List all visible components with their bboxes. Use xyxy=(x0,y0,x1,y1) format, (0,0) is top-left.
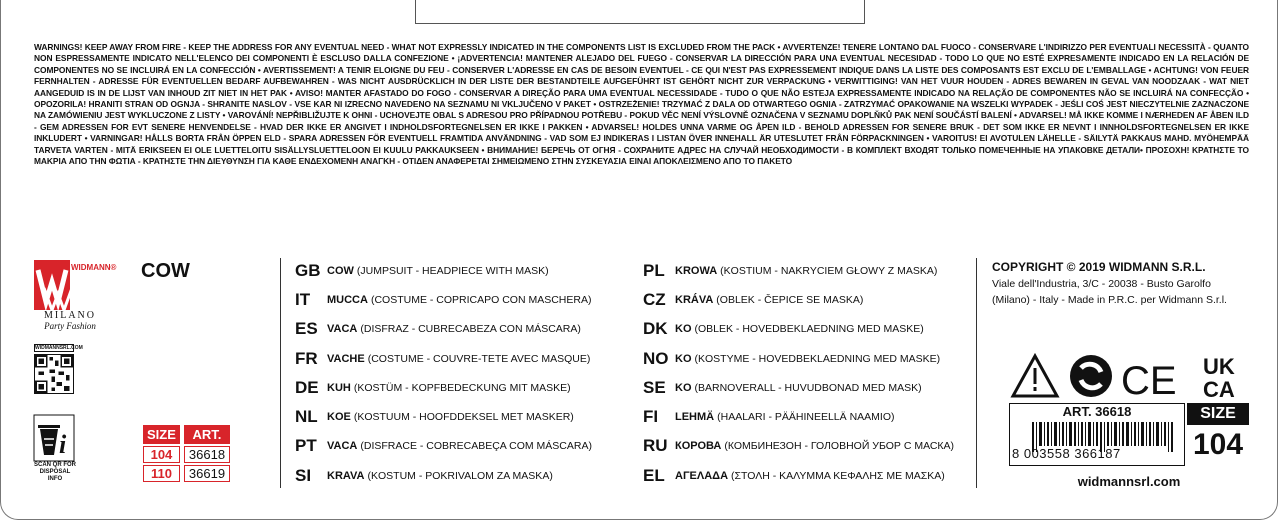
size-box-value: 104 xyxy=(1192,428,1244,461)
lang-code: SE xyxy=(643,377,666,397)
address-line: Viale dell'Industria, 3/C - 20038 - Busto Garolfo xyxy=(992,278,1211,290)
art-header: ART. xyxy=(184,425,230,444)
size-box xyxy=(1187,403,1249,466)
lang-name: ΑΓΕΛΑΔΑ xyxy=(675,469,729,482)
lang-desc: (COSTUME - COUVRE-TETE AVEC MASQUE) xyxy=(367,352,591,365)
list-item xyxy=(295,432,592,461)
lang-name: LEHMÄ xyxy=(675,411,715,424)
qr-code-icon[interactable] xyxy=(34,354,74,394)
compliance-symbols xyxy=(1011,352,1251,403)
lang-name: VACA xyxy=(327,440,358,453)
size-box-label: SIZE xyxy=(1187,403,1249,425)
size-cell: 104 xyxy=(143,446,180,463)
lang-desc: (DISFRACE - COBRECABEÇA COM MÁSCARA) xyxy=(360,440,592,453)
lang-code: GB xyxy=(295,260,321,280)
ukca-top: UK xyxy=(1203,354,1235,379)
lang-desc: (KOSTIUM - NAKRYCIEM GŁOWY Z MASKA) xyxy=(720,264,938,277)
lang-code: SI xyxy=(295,465,312,485)
list-item xyxy=(295,402,592,431)
logo-badge: WIDMANN® xyxy=(71,263,117,272)
product-title: COW xyxy=(141,260,190,282)
list-item xyxy=(643,344,954,373)
lang-code: NO xyxy=(643,348,669,368)
art-cell: 36619 xyxy=(184,465,230,482)
address-line: (Milano) - Italy - Made in P.R.C. per Widmann S.r.l. xyxy=(992,294,1227,306)
lang-code: NL xyxy=(295,407,318,427)
lang-code: FI xyxy=(643,407,659,427)
list-item xyxy=(295,315,592,344)
warning-triangle-icon xyxy=(1013,356,1057,396)
list-item xyxy=(643,373,954,402)
lang-code: EL xyxy=(643,465,665,485)
lang-code: PL xyxy=(643,260,665,280)
lang-desc: (OBLEK - ČEPICE SE MASKA) xyxy=(716,293,864,306)
language-list-left xyxy=(295,256,592,490)
lang-name: KRÁVA xyxy=(675,293,714,306)
lang-desc: (KOSTUM - POKRIVALOM ZA MASKA) xyxy=(367,469,553,482)
lang-desc: (JUMPSUIT - HEADPIECE WITH MASK) xyxy=(356,264,549,277)
table-row xyxy=(143,446,230,463)
size-cell: 110 xyxy=(143,465,180,482)
disposal-info-icon xyxy=(34,415,74,461)
lang-code: IT xyxy=(295,289,311,309)
size-header: SIZE xyxy=(143,425,180,444)
lang-desc: (HAALARI - PÄÄHINEELLÄ NAAMIO) xyxy=(717,411,895,424)
lang-code: FR xyxy=(295,348,318,368)
logo-tagline: Party Fashion xyxy=(44,321,96,331)
qr-block xyxy=(34,344,83,399)
lang-name: MUCCA xyxy=(327,293,368,306)
list-item xyxy=(643,256,954,285)
lang-desc: (ΣΤΟΛΗ - ΚΑΛΥΜΜΑ ΚΕΦΑΛΗΣ ΜΕ ΜΑΣΚΑ) xyxy=(731,469,945,482)
list-item xyxy=(643,402,954,431)
lang-name: KO xyxy=(675,352,692,365)
lang-code: PT xyxy=(295,436,317,456)
list-item xyxy=(295,344,592,373)
ce-mark-icon: CE xyxy=(1121,359,1177,403)
article-label: ART. 36618 xyxy=(1062,404,1132,419)
lang-desc: (BARNOVERALL - HUVUDBONAD MED MASK) xyxy=(694,381,922,394)
list-item xyxy=(295,285,592,314)
lang-desc: (COSTUME - COPRICAPO CON MASCHERA) xyxy=(370,293,592,306)
divider-left xyxy=(280,258,281,488)
barcode-digits: 8 003558 366187 xyxy=(1012,446,1121,461)
ukca-bottom: CA xyxy=(1203,377,1235,402)
svg-text:i: i xyxy=(59,430,67,459)
lang-name: KOE xyxy=(327,411,351,424)
divider-right xyxy=(976,258,977,488)
lang-name: KROWA xyxy=(675,264,718,277)
size-table xyxy=(139,423,234,484)
qr-site-label: WIDMANNSRL.COM xyxy=(35,345,83,351)
scan-qr-label: SCAN QR FOR DISPOSAL INFO xyxy=(34,462,76,482)
copyright-heading: COPYRIGHT © 2019 WIDMANN S.R.L. xyxy=(992,260,1206,274)
list-item xyxy=(295,256,592,285)
recycle-green-dot-icon xyxy=(1070,355,1112,397)
lang-desc: (OBLEK - HOVEDBEKLAEDNING MED MASKE) xyxy=(694,323,924,336)
lang-code: DE xyxy=(295,377,319,397)
lang-name: KO xyxy=(675,323,692,336)
lang-desc: (KOSTÜM - KOPFBEDECKUNG MIT MASKE) xyxy=(353,381,571,394)
article-box xyxy=(1009,403,1185,466)
copyright-address xyxy=(992,276,1250,308)
logo-city: MILANO xyxy=(44,310,96,321)
lang-code: CZ xyxy=(643,289,666,309)
lang-name: VACA xyxy=(327,323,358,336)
lang-desc: (DISFRAZ - CUBRECABEZA CON MÁSCARA) xyxy=(360,323,581,336)
lang-name: COW xyxy=(327,264,354,277)
table-row xyxy=(143,465,230,482)
list-item xyxy=(643,461,954,490)
warnings-text: WARNINGS! KEEP AWAY FROM FIRE - KEEP THE ADDRESS FOR ANY EVENTUAL NEED - WHAT NOT EXPRESSLY INDICATED IN THE COMPONENTS LIST IS EXCLUDED FROM THE PACK • AVVERTENZE! TENERE LONTANO DAL FUOCO - CONSERVARE L'INDIRIZZO PER EVENTUALI NECESSITÀ - QUANTO NON ESPRESSAMENTE INDICATO NELL'ELENCO DEI COMPONENTI È ESCLUSO DALLA CONFEZIONE • ¡ADVERTENCIA! MANTENER ALEJADO DEL FUEGO - CONSERVAR LA DIRECCIÓN PARA UNA EVENTUAL NECESIDAD - TODO LO QUE NO ESTÉ EXPRESAMENTE INDICADO EN LA RELACIÓN DE COMPONENTES NO SE INCLUIRÁ EN LA CONFECCIÓN • AVERTISSEMENT! A TENIR ELOIGNE DU FEU - CONSERVER L'ADRESSE EN CAS DE BESOIN EVENTUEL - CE QUI N'EST PAS EXPRESSEMENT INDIQUE DANS LA LISTE DES COMPOSANTS EST EXCLU DE L'EMBALLAGE • ACHTUNG! VON FEUER FERNHALTEN - ADRESSE FÜR EVENTUELLEN BEDARF AUFBEWAHREN - WAS NICHT AUSDRÜCKLICH IN DER LISTE DER BESTANDTEILE AUFGEFÜHRT IST GEHÖRT NICHT ZUR VERPACKUNG • VERWITTIGING! VAN HET VUUR HOUDEN - ADRES BEWAREN IN GEVAL VAN NOODZAAK - WAT NIET AANGEDUID IS IN DE LIJST VAN INHOUD ZIT NIET IN HET PAK • AVISO! MANTER AFASTADO DO FOGO - CONSERVAR A DIREÇÃO PARA UMA EVENTUAL NECESSIDADE - TUDO O QUE NÃO ESTEJA EXPRESSAMENTE INDICADO NA RELAÇÃO DE COMPONENTES NÃO SE INCLUIRÁ NA CONFECÇÃO • OPOZORILA! HRANITI STRAN OD OGNJA - SHRANITE NASLOV - VSE KAR NI IZRECNO NAVEDENO NA SEZNAMU NI VKLJUČENO V PAKET • OSTRZEŻENIE! TRZYMAĆ Z DALA OD OTWARTEGO OGNIA - ZATRZYMAĆ OPAKOWANIE NA WSZELKI WYPADEK - JEŚLI COŚ JEST NIECZYTELNIE ZAZNACZONE NA ZAMÓWIENIU JEST WYKLUCZONE Z LISTY • VAROVÁNÍ! NEPŘIBLIŽUJTE K OHNI - UCHOVEJTE OBAL S ADRESOU PRO PŘÍPADNOU POTŘEBU - POKUD VĚC NENÍ VÝSLOVNĚ OZNAČENA V SEZNAMU DOPLŇKŮ PAK NENÍ SOUČÁSTÍ BALENÍ • ADVARSEL! MÅ IKKE KOMME I NÆRHEDEN AF ÅBEN ILD - GEM ADRESSEN FOR EVT SENERE HENVENDELSE - HVAD DER IKKE ER ANGIVET I INDHOLDSFORTEGNELSEN ER IKKE I PAKKEN • ADVARSEL! HOLDES UNNA VARME OG ÅPEN ILD - BEHOLD ADRESSEN FOR SENERE BRUK - DET SOM IKKE ER NEVNT I INNHOLDSFORTEGNELSEN ER IKKE INKLUDERT • VARNINGAR! HÅLLS BORTA FRÅN ÖPPEN ELD - SPARA ADRESSEN FÖR EVENTUELL FRAMTIDA ANVÄNDNING - VAD SOM EJ INDIKERAS I LISTAN ÖVER INNEHALL ÄR UTESLUTET FRÅN FÖRPACKNINGEN • VAROITUS! EI AVOTULEN LÄHELLE - SÄILYTÄ PAKKAUS MAHD. MYÖHEMPÄÄ TARVETA VARTEN - MITÄ ERIKSEEN EI OLE LUETTELOITU SISÄLLYSLUETTELOON EI KUULU PAKKAUKSEEN • ВНИМАНИЕ! БЕРЕЧЬ ОТ ОГНЯ - СОХРАНИТЕ АДРЕС НА СЛУЧАЙ НЕОБХОДИМОСТИ - В КОМПЛЕКТ ВХОДЯТ ТОЛЬКО ПОМЕЧЕННЫЕ НА УПАКОВКЕ ДЕТАЛИ• ΠΡΟΣΟΧΗ! ΚΡΑΤΗΣΤΕ ΤΟ ΜΑΚΡΙΑ ΑΠΟ ΤΗΝ ΦΩΤΙΑ - ΚΡΑΤΗΣΤΕ ΤΗΝ ΔΙΕΥΘΥΝΣΗ ΓΙΑ ΚΑΘΕ ΕΝΔΕΧΟΜΕΝΗ ΑΝΑΓΚΗ - ΟΤΙΔΕΝ ΑΝΑΦΕΡΕΤΑΙ ΣΗΜΕΙΩΜΕΝΟ ΣΤΗΝ ΣΥΣΚΕΥΑΣΙΑ ΕΙΝΑΙ ΑΠΟΚΛΕΙΣΜΕΝΟ ΑΠΟ ΤΟ ΠΑΚΕΤΟ xyxy=(34,42,1249,167)
lang-desc: (KOSTYME - HOVEDBEKLAEDNING MED MASKE) xyxy=(694,352,941,365)
top-window-box xyxy=(415,0,865,24)
list-item xyxy=(295,461,592,490)
language-list-right xyxy=(643,256,954,490)
lang-name: KUH xyxy=(327,381,351,394)
list-item xyxy=(643,285,954,314)
lang-name: VACHE xyxy=(327,352,365,365)
lang-name: KO xyxy=(675,381,692,394)
copyright-block xyxy=(992,260,1250,308)
lang-desc: (КОМБИНЕЗОН - ГОЛОВНОЙ УБОР С МАСКА) xyxy=(724,440,955,453)
website-link[interactable]: widmannsrl.com xyxy=(1077,474,1181,489)
list-item xyxy=(295,373,592,402)
lang-code: ES xyxy=(295,319,318,339)
list-item xyxy=(643,432,954,461)
lang-name: КОРОВА xyxy=(675,440,722,453)
lang-code: RU xyxy=(643,436,668,456)
lang-desc: (KOSTUUM - HOOFDDEKSEL MET MASKER) xyxy=(353,411,574,424)
lang-name: KRAVA xyxy=(327,469,365,482)
lang-code: DK xyxy=(643,319,668,339)
list-item xyxy=(643,315,954,344)
art-cell: 36618 xyxy=(184,446,230,463)
